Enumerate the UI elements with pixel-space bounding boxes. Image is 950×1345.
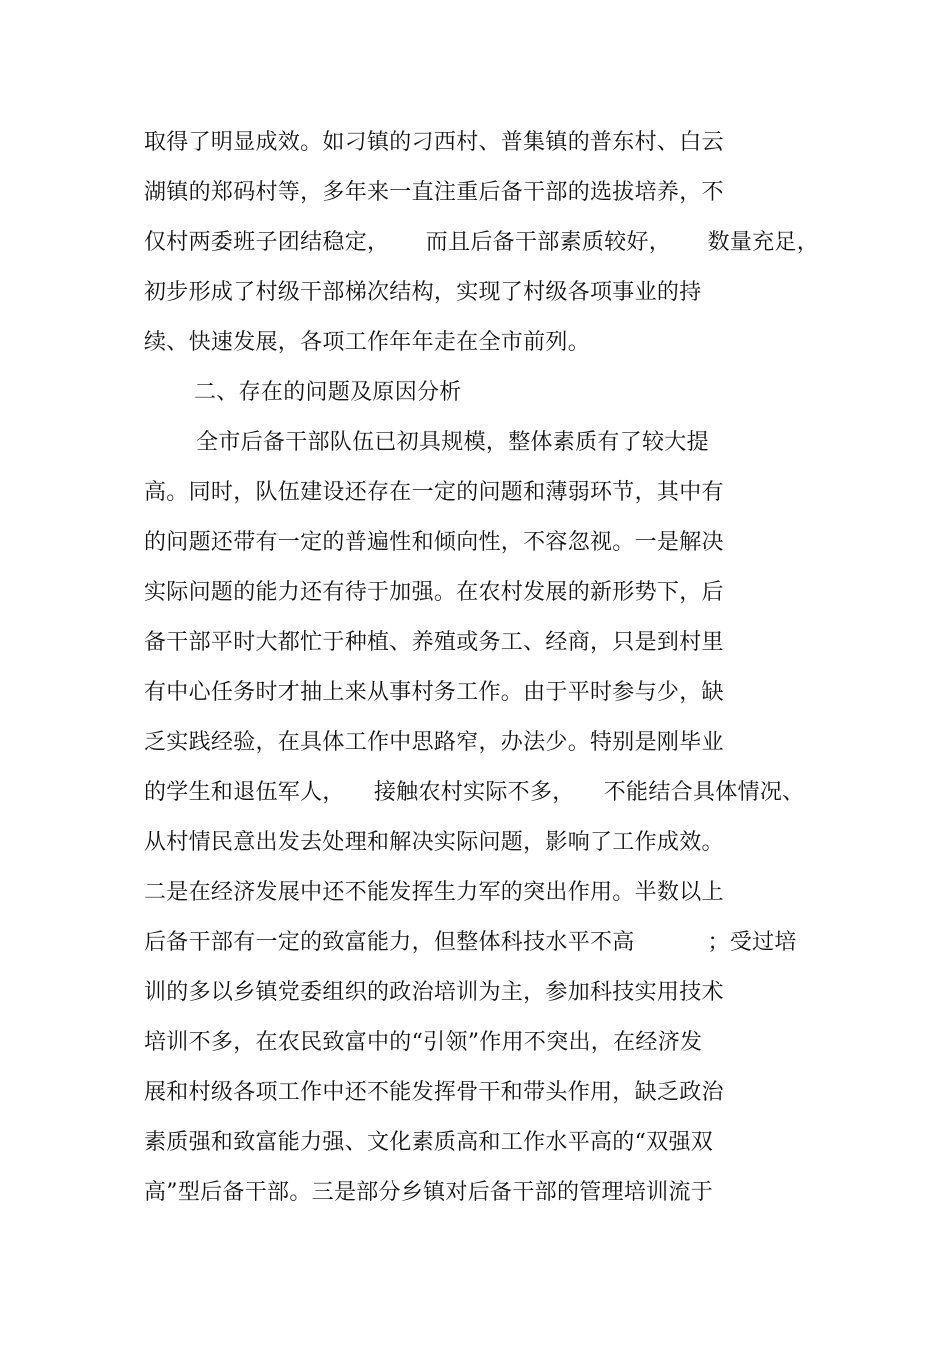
- text-line-18: 训的多以乡镇党委组织的政治培训为主，参加科技实用技术: [144, 980, 724, 1005]
- text-line-1: 取得了明显成效。如刁镇的刁西村、普集镇的普东村、白云: [144, 130, 724, 155]
- text-line-2: 湖镇的郑码村等，多年来一直注重后备干部的选拔培养，不: [144, 180, 724, 205]
- text-line-9: 的问题还带有一定的普遍性和倾向性，不容忽视。一是解决: [144, 530, 724, 555]
- section-heading: 二、存在的问题及原因分析: [194, 380, 462, 405]
- text-line-13: 乏实践经验，在具体工作中思路窄，办法少。特别是刚毕业: [144, 730, 724, 755]
- text-line-21: 素质强和致富能力强、文化素质高和工作水平高的“双强双: [144, 1130, 714, 1155]
- text-line-4: 初步形成了村级干部梯次结构，实现了村级各项事业的持: [144, 280, 702, 305]
- text-line-11: 备干部平时大都忙于种植、养殖或务工、经商，只是到村里: [144, 630, 724, 655]
- text-line-20: 展和村级各项工作中还不能发挥骨干和带头作用，缺乏政治: [144, 1080, 724, 1105]
- text-line-10: 实际问题的能力还有待于加强。在农村发展的新形势下，后: [144, 580, 724, 605]
- text-line-16: 二是在经济发展中还不能发挥生力军的突出作用。半数以上: [144, 880, 724, 905]
- text-line-22: 高”型后备干部。三是部分乡镇对后备干部的管理培训流于: [144, 1180, 714, 1205]
- text-line-14: 的学生和退伍军人， 接触农村实际不多， 不能结合具体情况、: [144, 780, 805, 805]
- text-line-3: 仅村两委班子团结稳定， 而且后备干部素质较好， 数量充足，: [144, 230, 820, 255]
- text-line-7: 全市后备干部队伍已初具规模，整体素质有了较大提: [196, 430, 709, 455]
- text-line-19: 培训不多，在农民致富中的“引领”作用不突出，在经济发: [144, 1030, 703, 1055]
- text-line-8: 高。同时，队伍建设还存在一定的问题和薄弱环节，其中有: [144, 480, 724, 505]
- text-line-15: 从村情民意出发去处理和解决实际问题，影响了工作成效。: [144, 830, 724, 855]
- text-line-17: 后备干部有一定的致富能力，但整体科技水平不高 ；受过培: [144, 930, 797, 955]
- text-line-12: 有中心任务时才抽上来从事村务工作。由于平时参与少，缺: [144, 680, 724, 705]
- text-line-5: 续、快速发展，各项工作年年走在全市前列。: [144, 330, 591, 355]
